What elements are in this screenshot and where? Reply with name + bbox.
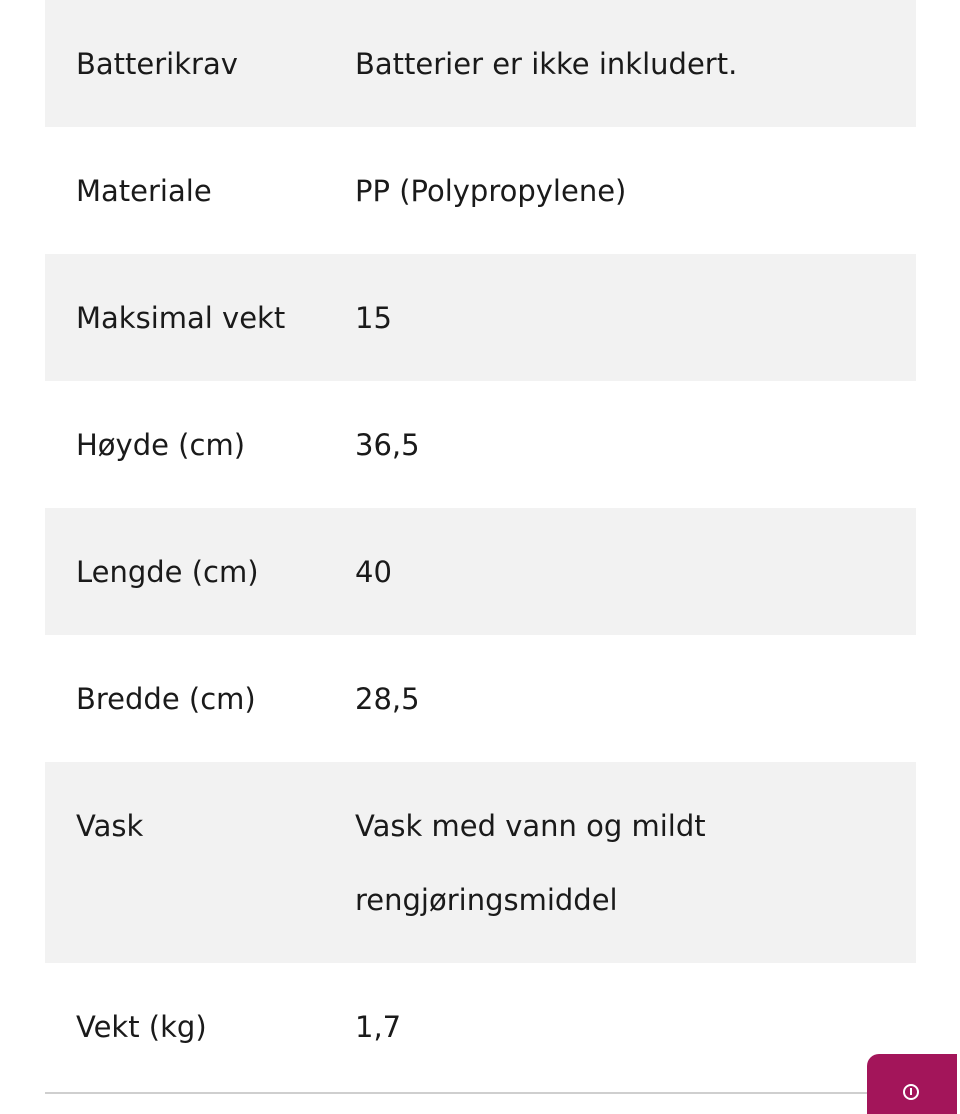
spec-row-vask [45, 762, 916, 963]
spec-label: Batterikrav [76, 47, 238, 81]
spec-label: Vask [76, 809, 144, 843]
spec-row-lengde [45, 508, 916, 635]
spec-row-vekt [45, 963, 916, 1090]
spec-row-materiale [45, 127, 916, 254]
table-bottom-divider [45, 1092, 867, 1094]
spec-row-batterikrav [45, 0, 916, 127]
spec-row-bredde [45, 635, 916, 762]
spec-value: PP (Polypropylene) [355, 174, 627, 208]
spec-label: Lengde (cm) [76, 555, 259, 589]
spec-value: 28,5 [355, 682, 420, 716]
chat-button[interactable] [867, 1054, 957, 1114]
spec-label: Maksimal vekt [76, 301, 286, 335]
spec-table [45, 0, 916, 1090]
spec-value: Vask med vann og mildt rengjøringsmiddel [355, 809, 706, 917]
spec-value: 36,5 [355, 428, 420, 462]
spec-value: 1,7 [355, 1010, 402, 1044]
spec-row-maksimal-vekt [45, 254, 916, 381]
spec-label: Bredde (cm) [76, 682, 256, 716]
spec-label: Vekt (kg) [76, 1010, 207, 1044]
spec-row-hoyde [45, 381, 916, 508]
chat-icon [903, 1084, 919, 1100]
spec-value: Batterier er ikke inkludert. [355, 47, 738, 81]
spec-label: Materiale [76, 174, 212, 208]
spec-label: Høyde (cm) [76, 428, 246, 462]
spec-value: 15 [355, 301, 392, 335]
spec-value: 40 [355, 555, 392, 589]
